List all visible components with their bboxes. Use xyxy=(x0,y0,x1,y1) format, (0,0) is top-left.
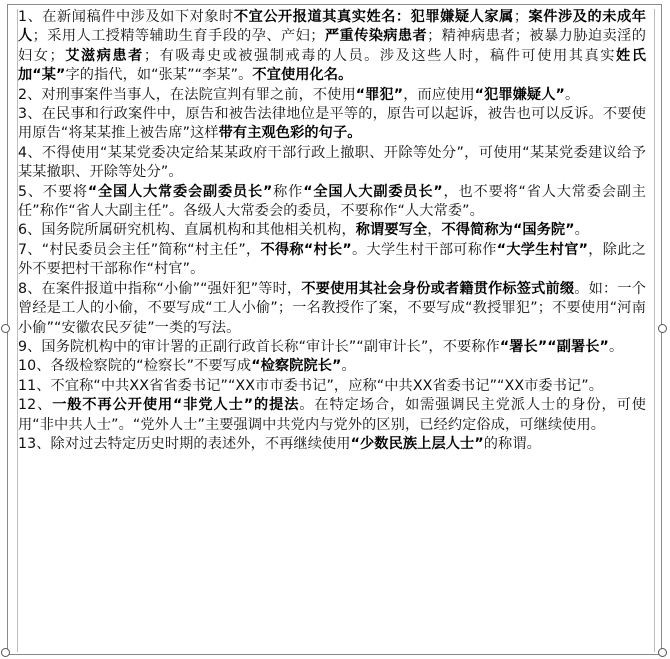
body-text: ，也不要将“省人大常委会副主任”称作“省人大副主任”。各级人大常委会的委员，不要称作“人大常委”。 xyxy=(18,183,647,220)
body-text: ，除此之外不要把村干部称作“村官”。 xyxy=(18,241,646,278)
bold-text: 姓氏加“某” xyxy=(18,47,646,84)
bold-text: 不得称“村长” xyxy=(260,241,352,258)
body-text: 3、在民事和行政案件中，原告和被告法律地位是平等的，原告可以起诉，被告也可以反诉。不要使用原告“将某某推上被告席”这样 xyxy=(18,106,646,142)
paragraph-10 xyxy=(18,357,646,376)
bold-text: 严重传染病患者 xyxy=(324,28,428,45)
bold-text: 案件涉及的未成年人 xyxy=(18,9,646,45)
paragraph-1 xyxy=(18,8,646,86)
body-text: 。 xyxy=(564,86,580,103)
left-resize-handle[interactable] xyxy=(1,324,10,333)
paragraph-6 xyxy=(18,221,646,240)
body-text: ，而应使用 xyxy=(403,86,475,103)
paragraph-3 xyxy=(18,105,646,144)
paragraph-2 xyxy=(18,86,646,105)
bold-text: 称谓要写全 xyxy=(355,222,428,239)
bold-text: “大学生村官” xyxy=(496,241,589,258)
body-text: 9、国务院机构中的审计署的正副行政首长称“审计长”“副审计长”，不要称作 xyxy=(18,338,500,355)
right-resize-handle[interactable] xyxy=(658,324,667,333)
body-text: 13、除对过去特定历史时期的表述外，不再继续使用 xyxy=(18,435,351,452)
paragraph-11 xyxy=(18,377,646,396)
bold-text: 不宜公开报道其真实姓名：犯罪嫌疑人家属 xyxy=(233,9,514,25)
body-text: 。 xyxy=(341,358,356,375)
bold-text: “全国人大常委会副委员长” xyxy=(87,183,273,200)
bold-text: “全国人大副委员长” xyxy=(303,183,443,200)
bold-text: 一般不再公开使用“非党人士”的提法 xyxy=(52,397,300,414)
body-text: 。大学生村干部可称作 xyxy=(351,241,497,258)
paragraph-8 xyxy=(18,280,646,338)
paragraph-5 xyxy=(18,183,646,222)
body-text: 8、在案件报道中指称“小偷”“强奸犯”等时， xyxy=(18,280,302,297)
body-text: 7、“村民委员会主任”简称“村主任”， xyxy=(18,241,261,258)
body-text: ；有吸毒史或被强制戒毒的人员。涉及这些人时，稿件可使用其真实 xyxy=(143,47,616,64)
body-text: 。在特定场合，如需强调民主党派人士的身份，可使用“非中共人士”。“党外人士”主要强调中共党内与党外的区别，已经约定俗成，可继续使用。 xyxy=(18,397,646,433)
body-text: 10、各级检察院的“检察长”不要写成 xyxy=(18,358,252,375)
body-text: 5、不要将 xyxy=(18,183,88,200)
bold-text: “少数民族上层人士” xyxy=(350,435,484,452)
body-text: 4、不得使用“某某党委决定给某某政府干部行政上撤职、开除等处分”，可使用“某某党委建议给予某某撤职、开除等处分”。 xyxy=(18,144,646,181)
body-text: 11、不宜称“中共XX省省委书记”“XX市市委书记”，应称“中共XX省委书记”“XX市委书记”。 xyxy=(18,377,604,394)
body-text: 字的指代，如“张某”“李某”。 xyxy=(65,67,253,84)
bottom-left-resize-handle[interactable] xyxy=(1,648,10,657)
paragraph-9 xyxy=(18,338,646,357)
bottom-right-resize-handle[interactable] xyxy=(658,648,667,657)
bold-text: “署长”“副署长” xyxy=(499,338,609,355)
bold-text: “犯罪嫌疑人” xyxy=(474,86,565,103)
paragraph-13 xyxy=(18,435,646,454)
document-body xyxy=(18,8,646,454)
body-text: 。 xyxy=(608,338,624,355)
body-text: ；精神病患者；被暴力胁迫卖淫的妇女； xyxy=(18,28,646,64)
body-text: ， xyxy=(427,222,442,239)
bold-text: 带有主观色彩的句子。 xyxy=(218,125,362,142)
bold-text: “罪犯” xyxy=(355,86,404,103)
body-text: 2、对刑事案件当事人，在法院宣判有罪之前，不使用 xyxy=(18,86,356,103)
bold-text: 艾滋病患者 xyxy=(63,47,144,64)
paragraph-7 xyxy=(18,241,646,280)
bold-text: “检察院院长” xyxy=(251,358,342,375)
paragraph-4 xyxy=(18,144,646,183)
body-text: 的称谓。 xyxy=(483,435,541,452)
body-text: ；采用人工授精等辅助生育手段的孕、产妇； xyxy=(32,28,325,45)
body-text: 。 xyxy=(574,222,589,239)
bold-text: 不得简称为“国务院” xyxy=(441,222,575,239)
body-text: 。如：一个曾经是工人的小偷，不要写成“工人小偷”；一名教授作了案，不要写成“教授罪犯”；不要使用“河南小偷”“安徽农民歹徒”一类的写法。 xyxy=(18,280,646,336)
body-text: 1、在新闻稿件中涉及如下对象时 xyxy=(18,9,234,25)
body-text: ； xyxy=(513,9,529,25)
body-text: 6、国务院所属研究机构、直属机构和其他相关机构， xyxy=(18,222,356,239)
bold-text: 不宜使用化名。 xyxy=(252,67,353,84)
paragraph-12 xyxy=(18,396,646,435)
body-text: 称作 xyxy=(272,183,304,200)
bold-text: 不要使用其社会身份或者籍贯作标签式前缀 xyxy=(301,280,575,297)
body-text: 12、 xyxy=(18,397,53,414)
